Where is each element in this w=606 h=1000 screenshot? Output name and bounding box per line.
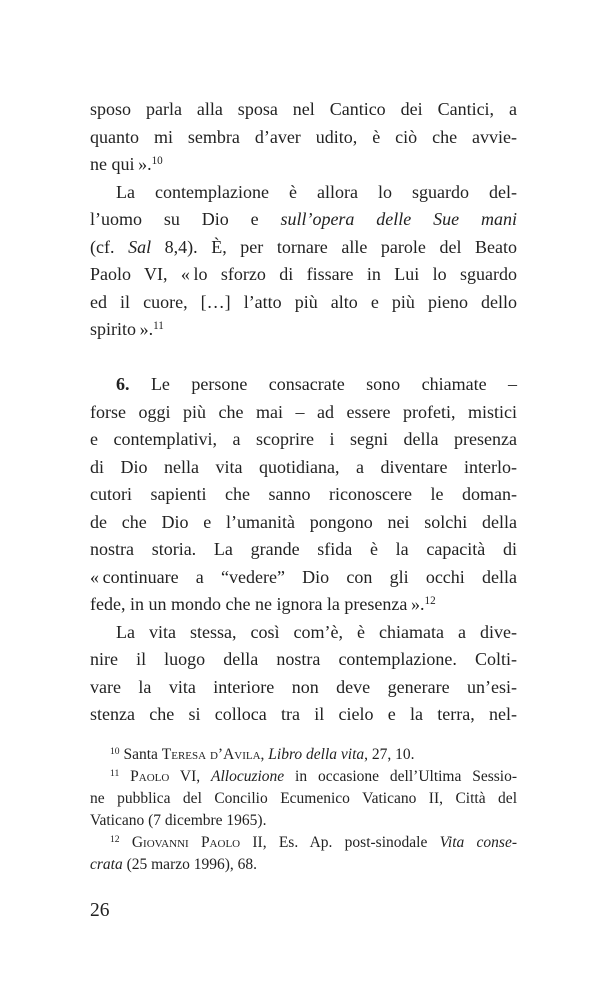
text-segment: Paolo (130, 767, 170, 785)
text-line (90, 591, 517, 619)
text-line (90, 96, 517, 124)
text-segment: fede, in un mondo che ne ignora la presenza ». (90, 594, 425, 614)
text-segment: II, Es. Ap. post-sinodale (240, 833, 440, 851)
text-segment: Vaticano (7 dicembre 1965). (90, 811, 267, 829)
text-segment: Allocuzione (210, 767, 285, 785)
text-segment: Le persone consacrate sono chiamate – (129, 374, 517, 394)
footnotes (90, 744, 517, 876)
text-segment: ne qui ». (90, 154, 152, 174)
text-segment: cutori sapienti che sanno riconoscere le doman- (90, 484, 517, 504)
text-line (90, 788, 517, 810)
text-segment: spirito ». (90, 319, 154, 339)
page-content (90, 96, 517, 924)
paragraph (90, 371, 517, 619)
text-segment: l’uomo su Dio e (90, 209, 281, 229)
text-segment: 6. (116, 374, 130, 394)
text-segment: Sal (128, 236, 152, 257)
text-line (90, 810, 517, 832)
text-segment: 10 (110, 745, 120, 757)
text-segment: e contemplativi, a scoprire i segni della presenza (90, 429, 517, 449)
paragraph (90, 96, 517, 179)
body-text (90, 96, 517, 729)
text-segment: Libro della vita (268, 745, 365, 763)
text-segment: 8,4). È, per tornare alle parole del Beato (151, 236, 518, 257)
text-line (90, 234, 517, 262)
text-segment: (25 marzo 1996), 68. (122, 855, 258, 873)
paragraph (90, 744, 517, 766)
text-segment (120, 834, 132, 851)
text-line (90, 151, 517, 179)
text-segment: forse oggi più che mai – ad essere profeti, mistici (90, 401, 517, 422)
text-segment: , (260, 745, 269, 763)
text-segment: 11 (110, 767, 120, 779)
text-line (90, 316, 517, 344)
paragraph (90, 179, 517, 344)
text-line (90, 261, 517, 289)
text-line (90, 832, 517, 854)
text-segment: 12 (110, 833, 120, 845)
text-segment: 11 (153, 320, 164, 333)
text-segment: quanto mi sembra d’aver udito, è ciò che avvie- (90, 126, 517, 147)
text-line (90, 426, 517, 454)
text-segment: stenza che si colloca tra il cielo e la terra, nel- (90, 704, 517, 724)
text-line (90, 371, 517, 399)
text-segment: (cf. (90, 236, 129, 257)
text-line (90, 619, 517, 647)
text-line (90, 124, 517, 152)
paragraph (90, 766, 517, 832)
text-line (90, 289, 517, 317)
text-line (90, 674, 517, 702)
text-segment: Giovanni Paolo (131, 833, 241, 851)
paragraph (90, 619, 517, 729)
text-segment: Santa (119, 745, 162, 763)
text-segment: « continuare a “vedere” Dio con gli occhi della (90, 566, 517, 587)
text-line (90, 179, 517, 207)
text-line (90, 766, 517, 788)
text-segment: ne pubblica del Concilio Ecumenico Vaticano II, Città del (90, 789, 517, 807)
text-line (90, 854, 517, 876)
text-line (90, 564, 517, 592)
text-line (90, 701, 517, 729)
text-line (90, 399, 517, 427)
text-segment: sposo parla alla sposa nel Cantico dei Cantici, a (90, 99, 517, 119)
text-segment: crata (90, 855, 123, 873)
text-segment: 12 (424, 595, 436, 608)
text-segment: , 27, 10. (364, 745, 415, 763)
text-segment: VI, (169, 767, 211, 785)
text-segment: La vita stessa, così com’è, è chiamata a dive- (116, 621, 517, 642)
text-line (90, 744, 517, 766)
text-segment: nire il luogo della nostra contemplazione. Colti- (90, 649, 517, 669)
text-line (90, 481, 517, 509)
paragraph (90, 832, 517, 876)
text-line (90, 509, 517, 537)
text-line (90, 646, 517, 674)
text-line (90, 206, 517, 234)
text-segment (119, 768, 130, 785)
text-segment: Teresa d’Avila (161, 745, 261, 763)
text-segment: vare la vita interiore non deve generare un’esi- (90, 676, 517, 697)
text-segment: di Dio nella vita quotidiana, a diventare interlo- (90, 456, 517, 477)
text-segment: de che Dio e l’umanità pongono nei solchi della (90, 511, 517, 532)
text-segment: La contemplazione è allora lo sguardo del- (116, 181, 517, 202)
text-segment: Vita conse- (439, 833, 517, 851)
text-segment: ed il cuore, […] l’atto più alto e più pieno dello (90, 291, 517, 312)
text-line (90, 536, 517, 564)
text-segment: sull’opera delle Sue mani (280, 209, 517, 229)
text-segment: nostra storia. La grande sfida è la capacità di (90, 539, 517, 559)
text-segment: 10 (151, 155, 163, 168)
text-line (90, 454, 517, 482)
text-segment: Paolo VI, « lo sforzo di fissare in Lui lo sguardo (90, 264, 517, 284)
text-segment: in occasione dell’Ultima Sessio- (284, 767, 518, 785)
page-number: 26 (90, 899, 110, 921)
